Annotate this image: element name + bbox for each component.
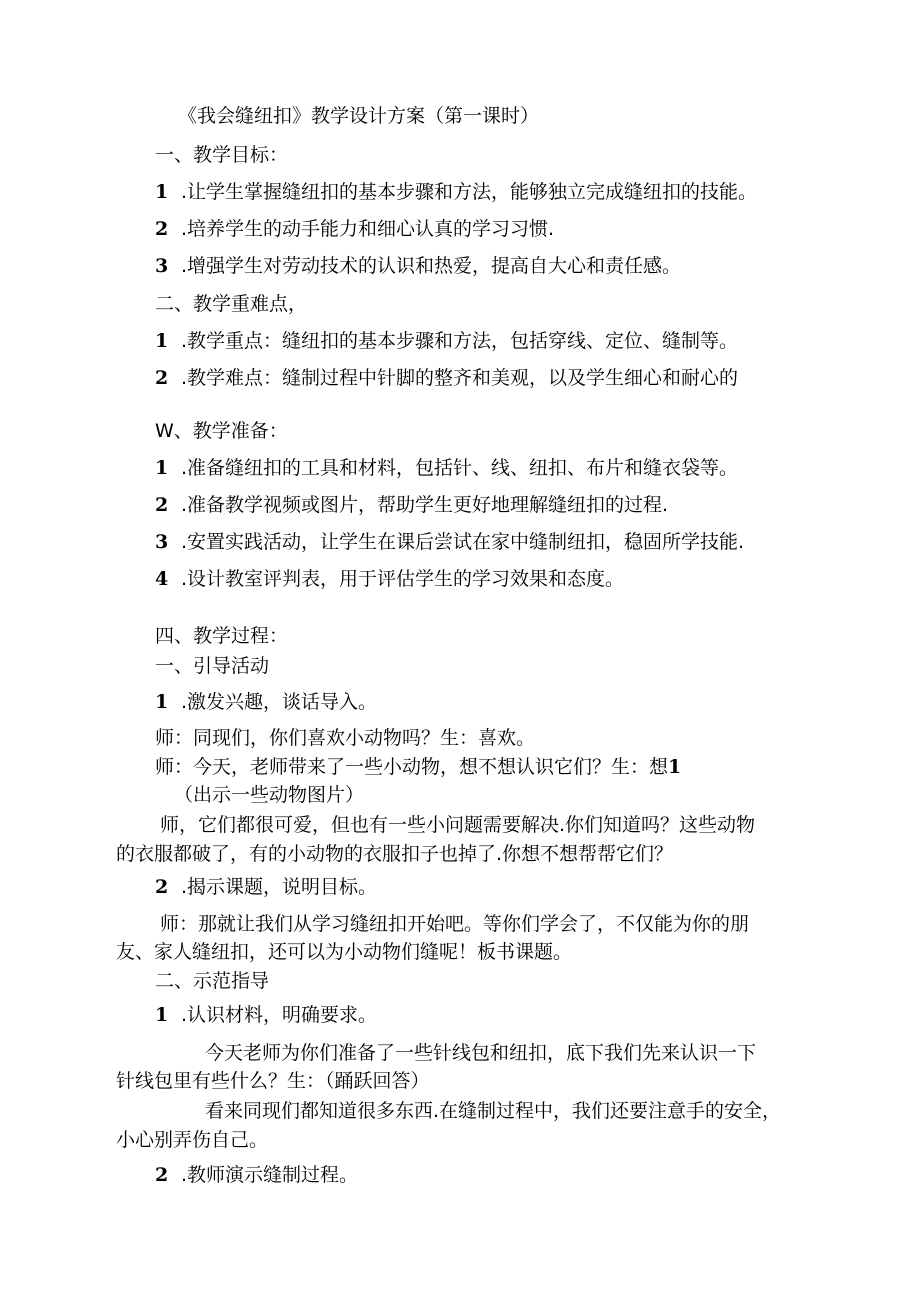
paragraph-line: 针线包里有些什么？生：（踊跃回答） — [116, 1070, 430, 1092]
item-number: 2 — [155, 218, 169, 240]
list-item — [155, 456, 738, 480]
document-title: 《我会缝纽扣》教学设计方案（第一课时） — [178, 105, 540, 127]
item-text: .揭示课题，说明目标。 — [181, 876, 378, 898]
list-item — [155, 180, 757, 204]
item-number: 1 — [155, 181, 169, 203]
item-number: 2 — [155, 1164, 169, 1186]
item-text: .安置实践活动，让学生在课后尝试在家中缝制纽扣，稳固所学技能. — [181, 531, 745, 553]
list-item — [155, 530, 744, 554]
item-text: .让学生掌握缝纽扣的基本步骤和方法，能够独立完成缝纽扣的技能。 — [181, 181, 758, 203]
item-text: .培养学生的动手能力和细心认真的学习习惯. — [181, 218, 555, 240]
item-number: 2 — [155, 494, 169, 516]
item-text: .激发兴趣，谈话导入。 — [181, 691, 378, 713]
list-item — [155, 329, 738, 353]
list-item — [155, 567, 624, 591]
paragraph-line: 师：那就让我们从学习缝纽扣开始吧。等你们学会了，不仅能为你的朋 — [160, 913, 750, 935]
dialog-suffix: 1 — [668, 756, 682, 778]
section-heading-key-points: 二、教学重难点， — [155, 293, 308, 315]
item-number: 1 — [155, 330, 169, 352]
item-text: .准备教学视频或图片，帮助学生更好地理解缝纽扣的过程. — [181, 494, 669, 516]
item-text: .教师演示缝制过程。 — [181, 1164, 359, 1186]
list-item — [155, 1163, 358, 1187]
item-number: 2 — [155, 876, 169, 898]
list-item — [155, 217, 554, 241]
item-number: 2 — [155, 367, 169, 389]
item-number: 4 — [155, 568, 169, 590]
item-text: .准备缝纽扣的工具和材料，包括针、线、纽扣、布片和缝衣袋等。 — [181, 457, 739, 479]
paragraph-line: 师，它们都很可爱，但也有一些小问题需要解决.你们知道吗？这些动物 — [160, 814, 756, 836]
section-heading-preparation: W、教学准备： — [155, 420, 288, 442]
list-item — [155, 254, 681, 278]
item-number: 3 — [155, 531, 169, 553]
dialog-line — [155, 755, 681, 779]
paragraph-line: 的衣服都破了，有的小动物的衣服扣子也掉了.你想不想帮帮它们？ — [116, 843, 674, 865]
paragraph-line: 看来同现们都知道很多东西.在缝制过程中，我们还要注意手的安全， — [205, 1100, 782, 1122]
list-item — [155, 875, 377, 899]
item-number: 1 — [155, 457, 169, 479]
item-text: .增强学生对劳动技术的认识和热爱，提高自大心和责任感。 — [181, 255, 682, 277]
item-text: .认识材料，明确要求。 — [181, 1004, 378, 1026]
list-item — [155, 493, 668, 517]
list-item — [155, 1003, 377, 1027]
paragraph-line: 今天老师为你们准备了一些针线包和纽扣，底下我们先来认识一下 — [205, 1042, 757, 1064]
item-number: 1 — [155, 691, 169, 713]
item-number: 1 — [155, 1004, 169, 1026]
subsection-heading: 一、引导活动 — [155, 655, 270, 677]
item-text: .教学重点：缝纽扣的基本步骤和方法，包括穿线、定位、缝制等。 — [181, 330, 739, 352]
dialog-note: （出示一些动物图片） — [174, 784, 365, 806]
list-item — [155, 366, 738, 390]
paragraph-line: 友、家人缝纽扣，还可以为小动物们缝呢！板书课题。 — [116, 941, 573, 963]
section-heading-goals: 一、教学目标： — [155, 144, 289, 166]
list-item — [155, 690, 377, 714]
paragraph-line: 小心别弄伤自己。 — [116, 1129, 269, 1151]
dialog-text: 师：今天，老师带来了一些小动物，想不想认识它们？生：想 — [155, 756, 669, 778]
dialog-line: 师：同现们，你们喜欢小动物吗？生：喜欢。 — [155, 727, 536, 749]
item-text: .教学难点：缝制过程中针脚的整齐和美观，以及学生细心和耐心的 — [181, 367, 739, 389]
item-text: .设计教室评判表，用于评估学生的学习效果和态度。 — [181, 568, 625, 590]
subsection-heading: 二、示范指导 — [155, 970, 270, 992]
section-heading-process: 四、教学过程： — [155, 625, 289, 647]
item-number: 3 — [155, 255, 169, 277]
